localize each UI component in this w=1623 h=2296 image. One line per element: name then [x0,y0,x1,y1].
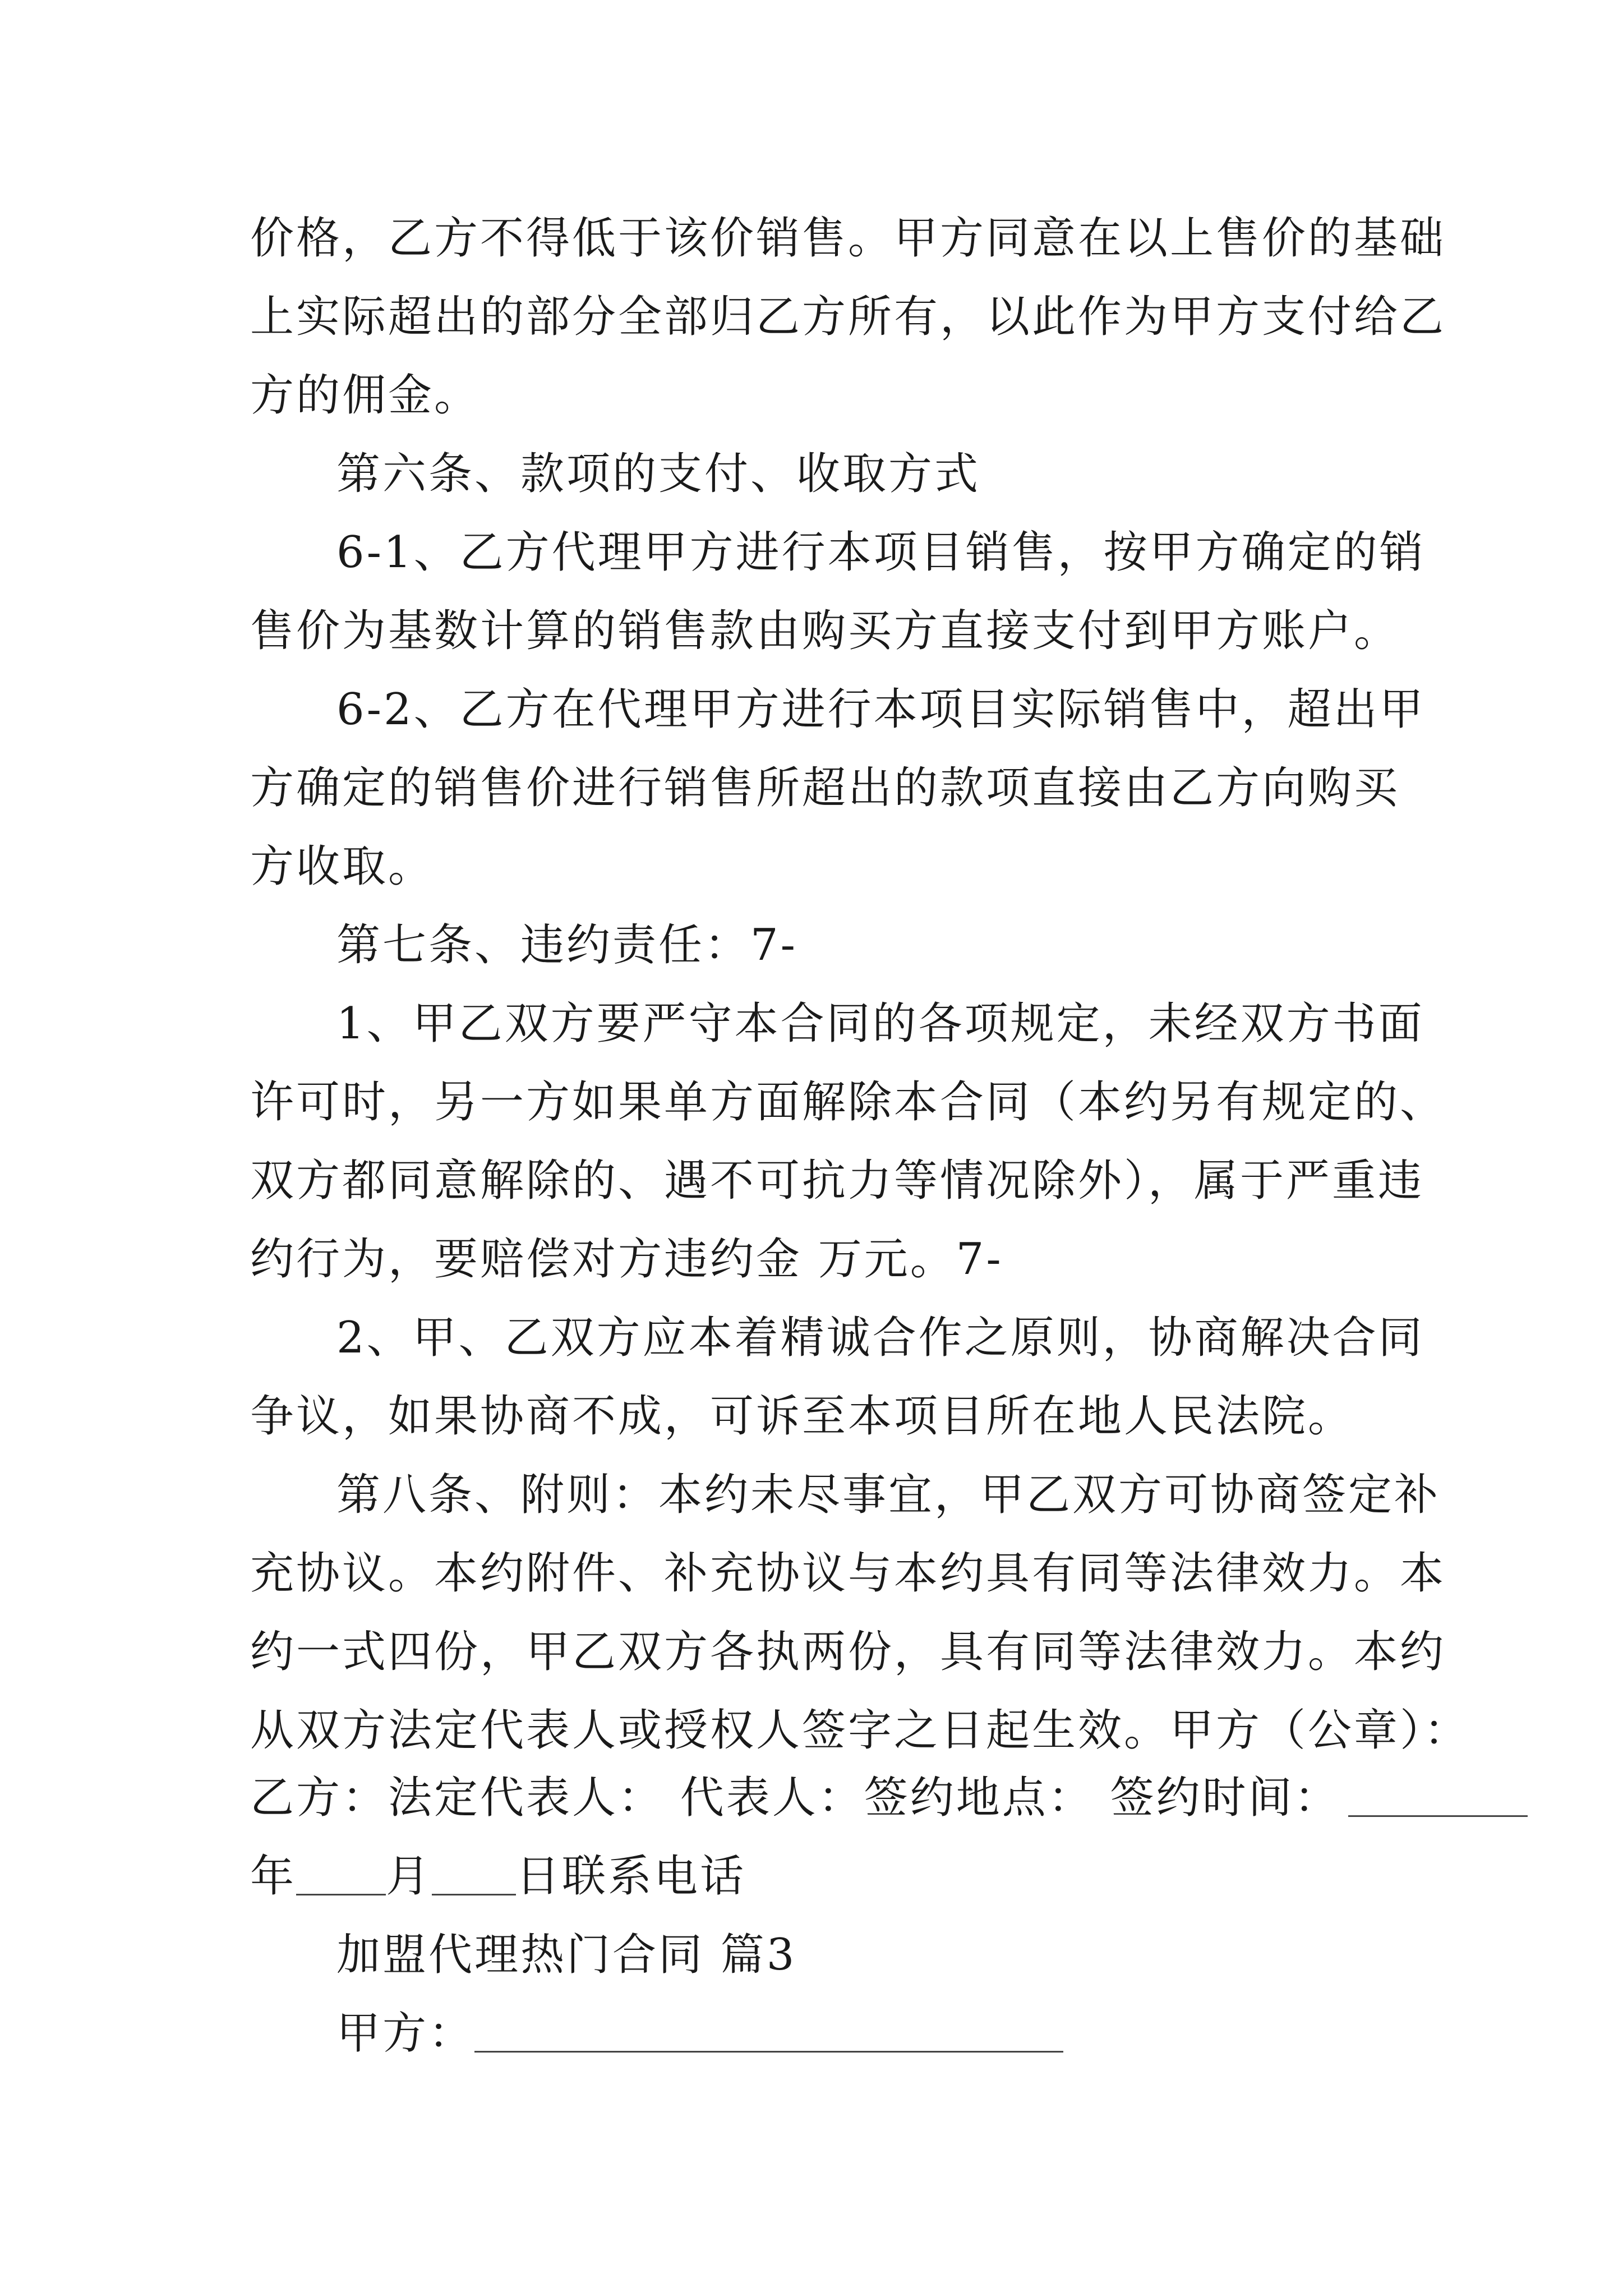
text-line: 争议，如果协商不成，可诉至本项目所在地人民法院。 [250,1391,1354,1442]
text-line: 从双方法定代表人或授权人签字之日起生效。甲方（公章）： [250,1705,1470,1756]
party-a-blank [474,2003,1063,2053]
day-blank [432,1846,516,1895]
text-line: 方确定的销售价进行销售所超出的款项直接由乙方向购买 [250,763,1400,813]
text-line: 1、甲乙双方要严守本合同的各项规定，未经双方书面 [336,999,1424,1049]
text-line: 约行为，要赔偿对方违约金 万元。7- [250,1234,1003,1285]
text-line: 上实际超出的部分全部归乙方所有，以此作为甲方支付给乙 [250,292,1446,342]
section-heading-6: 第六条、款项的支付、收取方式 [336,449,981,499]
party-a-label: 甲方： [336,2008,475,2059]
month-blank [296,1846,386,1895]
party-a-line [336,2003,1063,2064]
date-blank [1348,1767,1528,1817]
day-phone-label: 日联系电话 [516,1851,746,1902]
section-heading-8: 第八条、附则：本约未尽事宜，甲乙双方可协商签定补 [336,1470,1441,1520]
text-line: 6-1、乙方代理甲方进行本项目销售，按甲方确定的销 [336,527,1426,578]
section-heading-7: 第七条、违约责任：7- [336,920,797,970]
text-line: 许可时，另一方如果单方面解除本合同（本约另有规定的、 [250,1077,1446,1128]
text-line: 价格，乙方不得低于该价销售。甲方同意在以上售价的基础 [250,213,1446,264]
text-line: 2、甲、乙双方应本着精诚合作之原则，协商解决合同 [336,1313,1424,1363]
date-line [250,1846,746,1907]
signature-line [250,1767,1528,1829]
contract-title: 加盟代理热门合同 篇3 [336,1930,797,1980]
text-line: 约一式四份，甲乙双方各执两份，具有同等法律效力。本约 [250,1627,1446,1677]
text-line: 充协议。本约附件、补充协议与本约具有同等法律效力。本 [250,1548,1446,1599]
signature-labels: 乙方：法定代表人： 代表人：签约地点： 签约时间： [250,1773,1340,1823]
text-line: 售价为基数计算的销售款由购买方直接支付到甲方账户。 [250,606,1400,656]
text-line: 方的佣金。 [250,370,481,421]
text-line: 双方都同意解除的、遇不可抗力等情况除外），属于严重违 [250,1156,1424,1206]
text-line: 6-2、乙方在代理甲方进行本项目实际销售中，超出甲 [336,684,1426,735]
text-line: 方收取。 [250,841,435,892]
year-label: 年 [250,1851,297,1902]
month-label: 月 [386,1851,432,1902]
